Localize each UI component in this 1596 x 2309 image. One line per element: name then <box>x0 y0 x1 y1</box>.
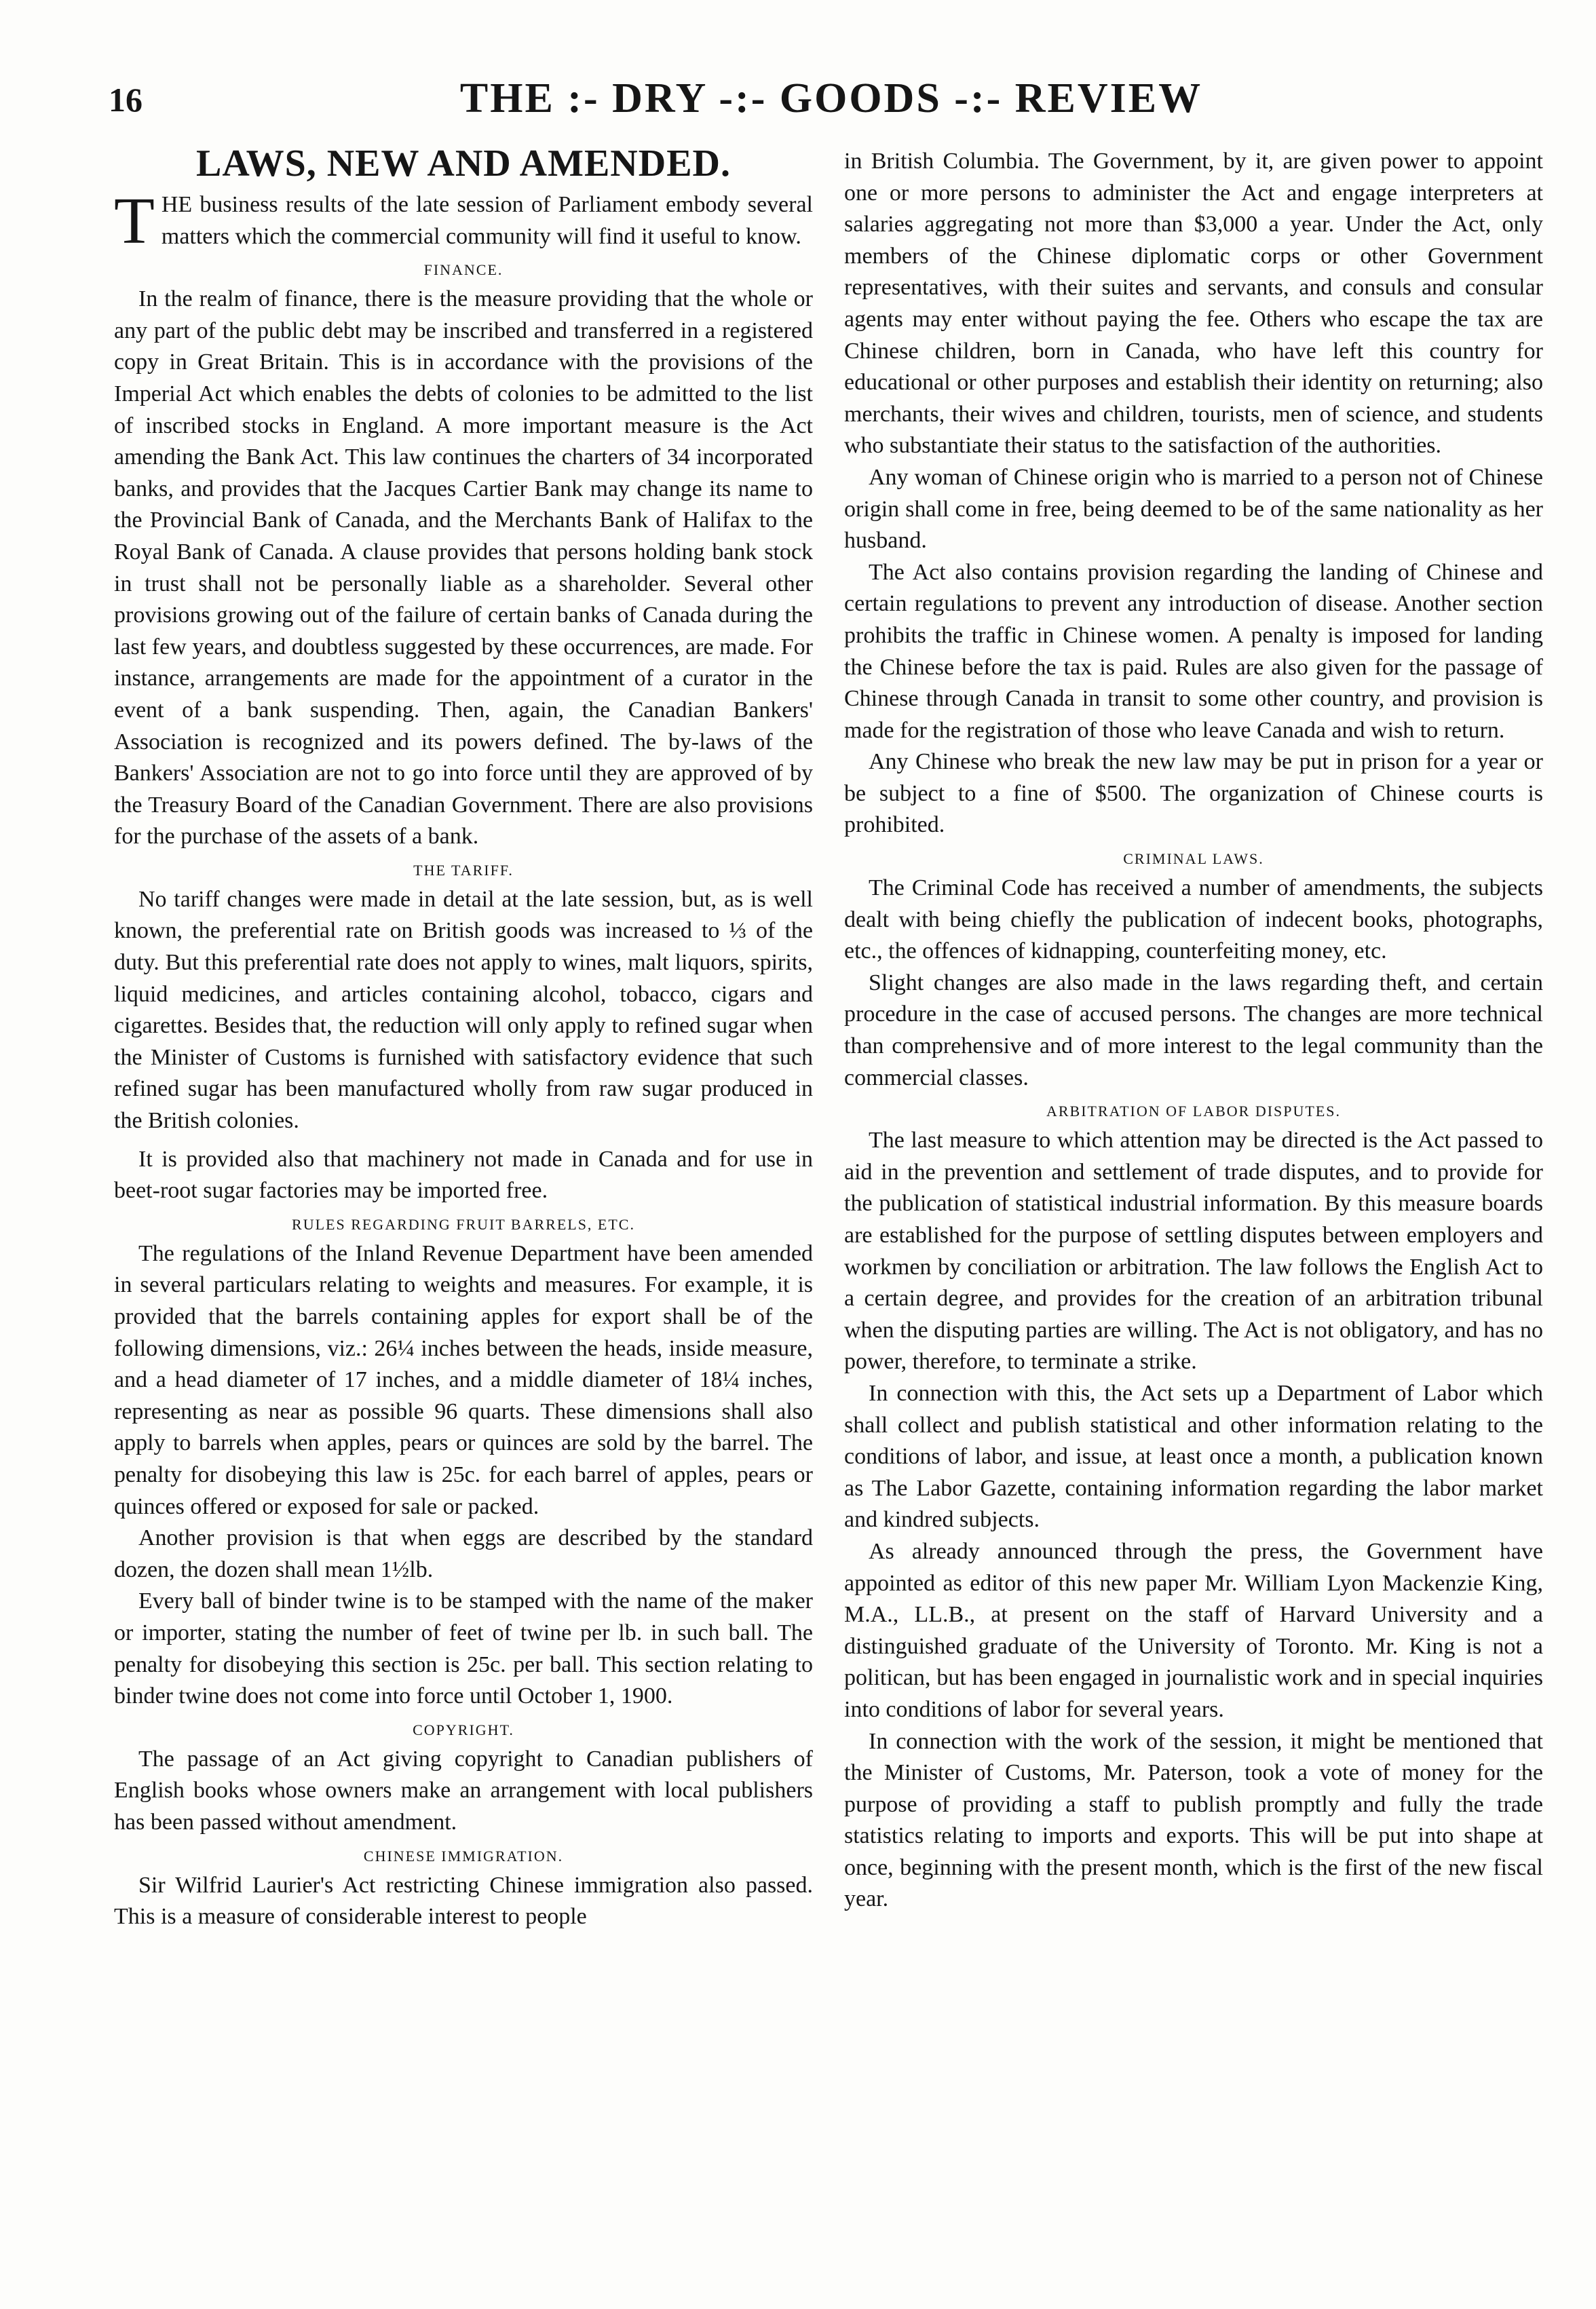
intro-paragraph <box>114 185 813 258</box>
chinese-immigration-paragraph-2: Any woman of Chinese origin who is married to a person not of Chinese origin shall come in free, being deemed to be of the same nationality as her husband. <box>844 464 1543 554</box>
section-heading-chinese-immigration: CHINESE IMMIGRATION. <box>363 1847 564 1865</box>
criminal-laws-paragraph-2: Slight changes are also made in the laws regarding theft, and certain procedure in the case of accused persons. The changes are more technical than comprehensive and of more interest to the legal community than the commercial classes. <box>844 970 1543 1090</box>
section-heading-criminal-laws: CRIMINAL LAWS. <box>1123 850 1264 868</box>
drop-cap: T <box>114 185 155 258</box>
section-heading-finance: FINANCE. <box>423 261 504 279</box>
arbitration-paragraph-4: In connection with the work of the session, it might be mentioned that the Minister of Customs, Mr. Paterson, took a vote of money for the purpose of providing a staff to publish promptly and fully the trade statistics relating to imports and exports. This will be put into shape at once, beginning with the present month, which is the first of the new fiscal year. <box>844 1728 1543 1912</box>
intro-text: HE business results of the late session of Parliament embody several matters which the commercial community will find it useful to know. <box>161 192 813 249</box>
chinese-immigration-paragraph-start: Sir Wilfrid Laurier's Act restricting Chinese immigration also passed. This is a measure of considerable interest to people <box>114 1872 813 1930</box>
chinese-immigration-paragraph-4: Any Chinese who break the new law may be put in prison for a year or be subject to a fine of $500. The organization of Chinese courts is prohibited. <box>844 749 1543 838</box>
fruit-barrels-paragraph-2: Another provision is that when eggs are described by the standard dozen, the dozen shall mean 1½lb. <box>114 1525 813 1582</box>
arbitration-paragraph-2: In connection with this, the Act sets up a Department of Labor which shall collect and publish statistical and other information relating to the conditions of labor, and issue, at least once a month, a publication known as The Labor Gazette, containing information regarding the labor market and kindred subjects. <box>844 1380 1543 1533</box>
chinese-immigration-paragraph-3: The Act also contains provision regarding the landing of Chinese and certain regulations to prevent any introduction of disease. Another section prohibits the traffic in Chinese women. A penalty is imposed for landing the Chinese before the tax is paid. Rules are also given for the passage of Chinese through Canada in transit to some other country, and provision is made for the registration of those who leave Canada and wish to return. <box>844 559 1543 743</box>
section-heading-copyright: COPYRIGHT. <box>413 1721 514 1738</box>
fruit-barrels-paragraph-1: The regulations of the Inland Revenue Department have been amended in several particulars relating to weights and measures. For example, it is provided that the barrels containing apples for export shall be of the following dimensions, viz.: 26¼ inches between the heads, inside measure, and a head diameter of 17 inches, and a middle diameter of 18¼ inches, representing as near as possible 96 quarts. These dimensions shall also apply to barrels when apples, pears or quinces are sold by the barrel. The penalty for disobeying this law is 25c. for each barrel of apples, pears or quinces offered or exposed for sale or packed. <box>114 1240 813 1519</box>
left-column <box>114 139 813 1933</box>
section-heading-fruit-barrels: RULES REGARDING FRUIT BARRELS, ETC. <box>292 1215 635 1233</box>
tariff-paragraph-2: It is provided also that machinery not made in Canada and for use in beet-root sugar factories may be imported free. <box>114 1146 813 1204</box>
arbitration-paragraph-3: As already announced through the press, the Government have appointed as editor of this new paper Mr. William Lyon Mackenzie King, M.A., LL.B., at present on the staff of Harvard University and a distinguished graduate of the University of Toronto. Mr. King is not a politican, but has been engaged in journalistic work and in special inquiries into conditions of labor for several years. <box>844 1538 1543 1722</box>
arbitration-paragraph-1: The last measure to which attention may be directed is the Act passed to aid in the prevention and settlement of trade disputes, and to provide for the publication of statistical industrial information. By this measure boards are established for the purpose of settling disputes between employers and workmen by conciliation or arbitration. The law follows the English Act to a certain degree, and provides for the creation of an arbitration tribunal when the disputing parties are willing. The Act is not obligatory, and has no power, therefore, to terminate a strike. <box>844 1128 1543 1375</box>
criminal-laws-paragraph-1: The Criminal Code has received a number of amendments, the subjects dealt with being chiefly the publication of indecent books, photographs, etc., the offences of kidnapping, counterfeiting money, etc. <box>844 875 1543 964</box>
journal-title: THE :- DRY -:- GOODS -:- REVIEW <box>459 75 1203 121</box>
page-number: 16 <box>109 81 142 119</box>
tariff-paragraph-1: No tariff changes were made in detail at the late session, but, as is well known, the preferential rate on British goods was increased to ⅓ of the duty. But this preferential rate does not apply to wines, malt liquors, spirits, liquid medicines, and articles containing alcohol, tobacco, cigars and cigarettes. Besides that, the reduction will only apply to refined sugar when the Minister of Customs is furnished with satisfactory evidence that such refined sugar has been manufactured wholly from raw sugar produced in the British colonies. <box>114 886 813 1134</box>
copyright-paragraph: The passage of an Act giving copyright to Canadian publishers of English books whose owners make an arrangement with local publishers has been passed without amendment. <box>114 1746 813 1835</box>
right-column <box>844 146 1543 1915</box>
running-head <box>109 75 1554 129</box>
article-title: LAWS, NEW AND AMENDED. <box>196 142 731 185</box>
section-heading-tariff: THE TARIFF. <box>413 861 514 879</box>
section-heading-arbitration: ARBITRATION OF LABOR DISPUTES. <box>1046 1103 1342 1120</box>
finance-paragraph: In the realm of finance, there is the measure providing that the whole or any part of the public debt may be inscribed and transferred in a registered copy in Great Britain. This is in accordance with the provisions of the Imperial Act which enables the debts of colonies to be admitted to the list of inscribed stocks in England. A more important measure is the Act amending the Bank Act. This law continues the charters of 34 incorporated banks, and provides that the Jacques Cartier Bank may change its name to the Provincial Bank of Canada, and the Merchants Bank of Halifax to the Royal Bank of Canada. A clause provides that persons holding bank stock in trust shall not be personally liable as a shareholder. Several other provisions growing out of the failure of certain banks of Canada during the last few years, and doubtless suggested by these occurrences, are made. For instance, arrangements are made for the appointment of a curator in the event of a bank suspending. Then, again, the Canadian Bankers' Association is recognized and its powers defined. The by-laws of the Bankers' Association are not to go into force until they are approved of by the Treasury Board of the Canadian Government. There are also provisions for the purchase of the assets of a bank. <box>114 286 813 850</box>
chinese-immigration-paragraph-continued: in British Columbia. The Government, by it, are given power to appoint one or more persons to administer the Act and engage interpreters at salaries aggregating not more than $3,000 a year. Under the Act, only members of the Chinese diplomatic corps or other Government representatives, with their suites and servants, and consuls and consular agents may enter without paying the fee. Others who escape the tax are Chinese children, born in Canada, who have left this country for educational or other purposes and establish their identity on returning; also merchants, their wives and children, tourists, men of science, and students who substantiate their status to the satisfaction of the authorities. <box>844 149 1543 459</box>
fruit-barrels-paragraph-3: Every ball of binder twine is to be stamped with the name of the maker or importer, stating the number of feet of twine per lb. in such ball. The penalty for disobeying this section is 25c. per ball. This section relating to binder twine does not come into force until October 1, 1900. <box>114 1588 813 1709</box>
